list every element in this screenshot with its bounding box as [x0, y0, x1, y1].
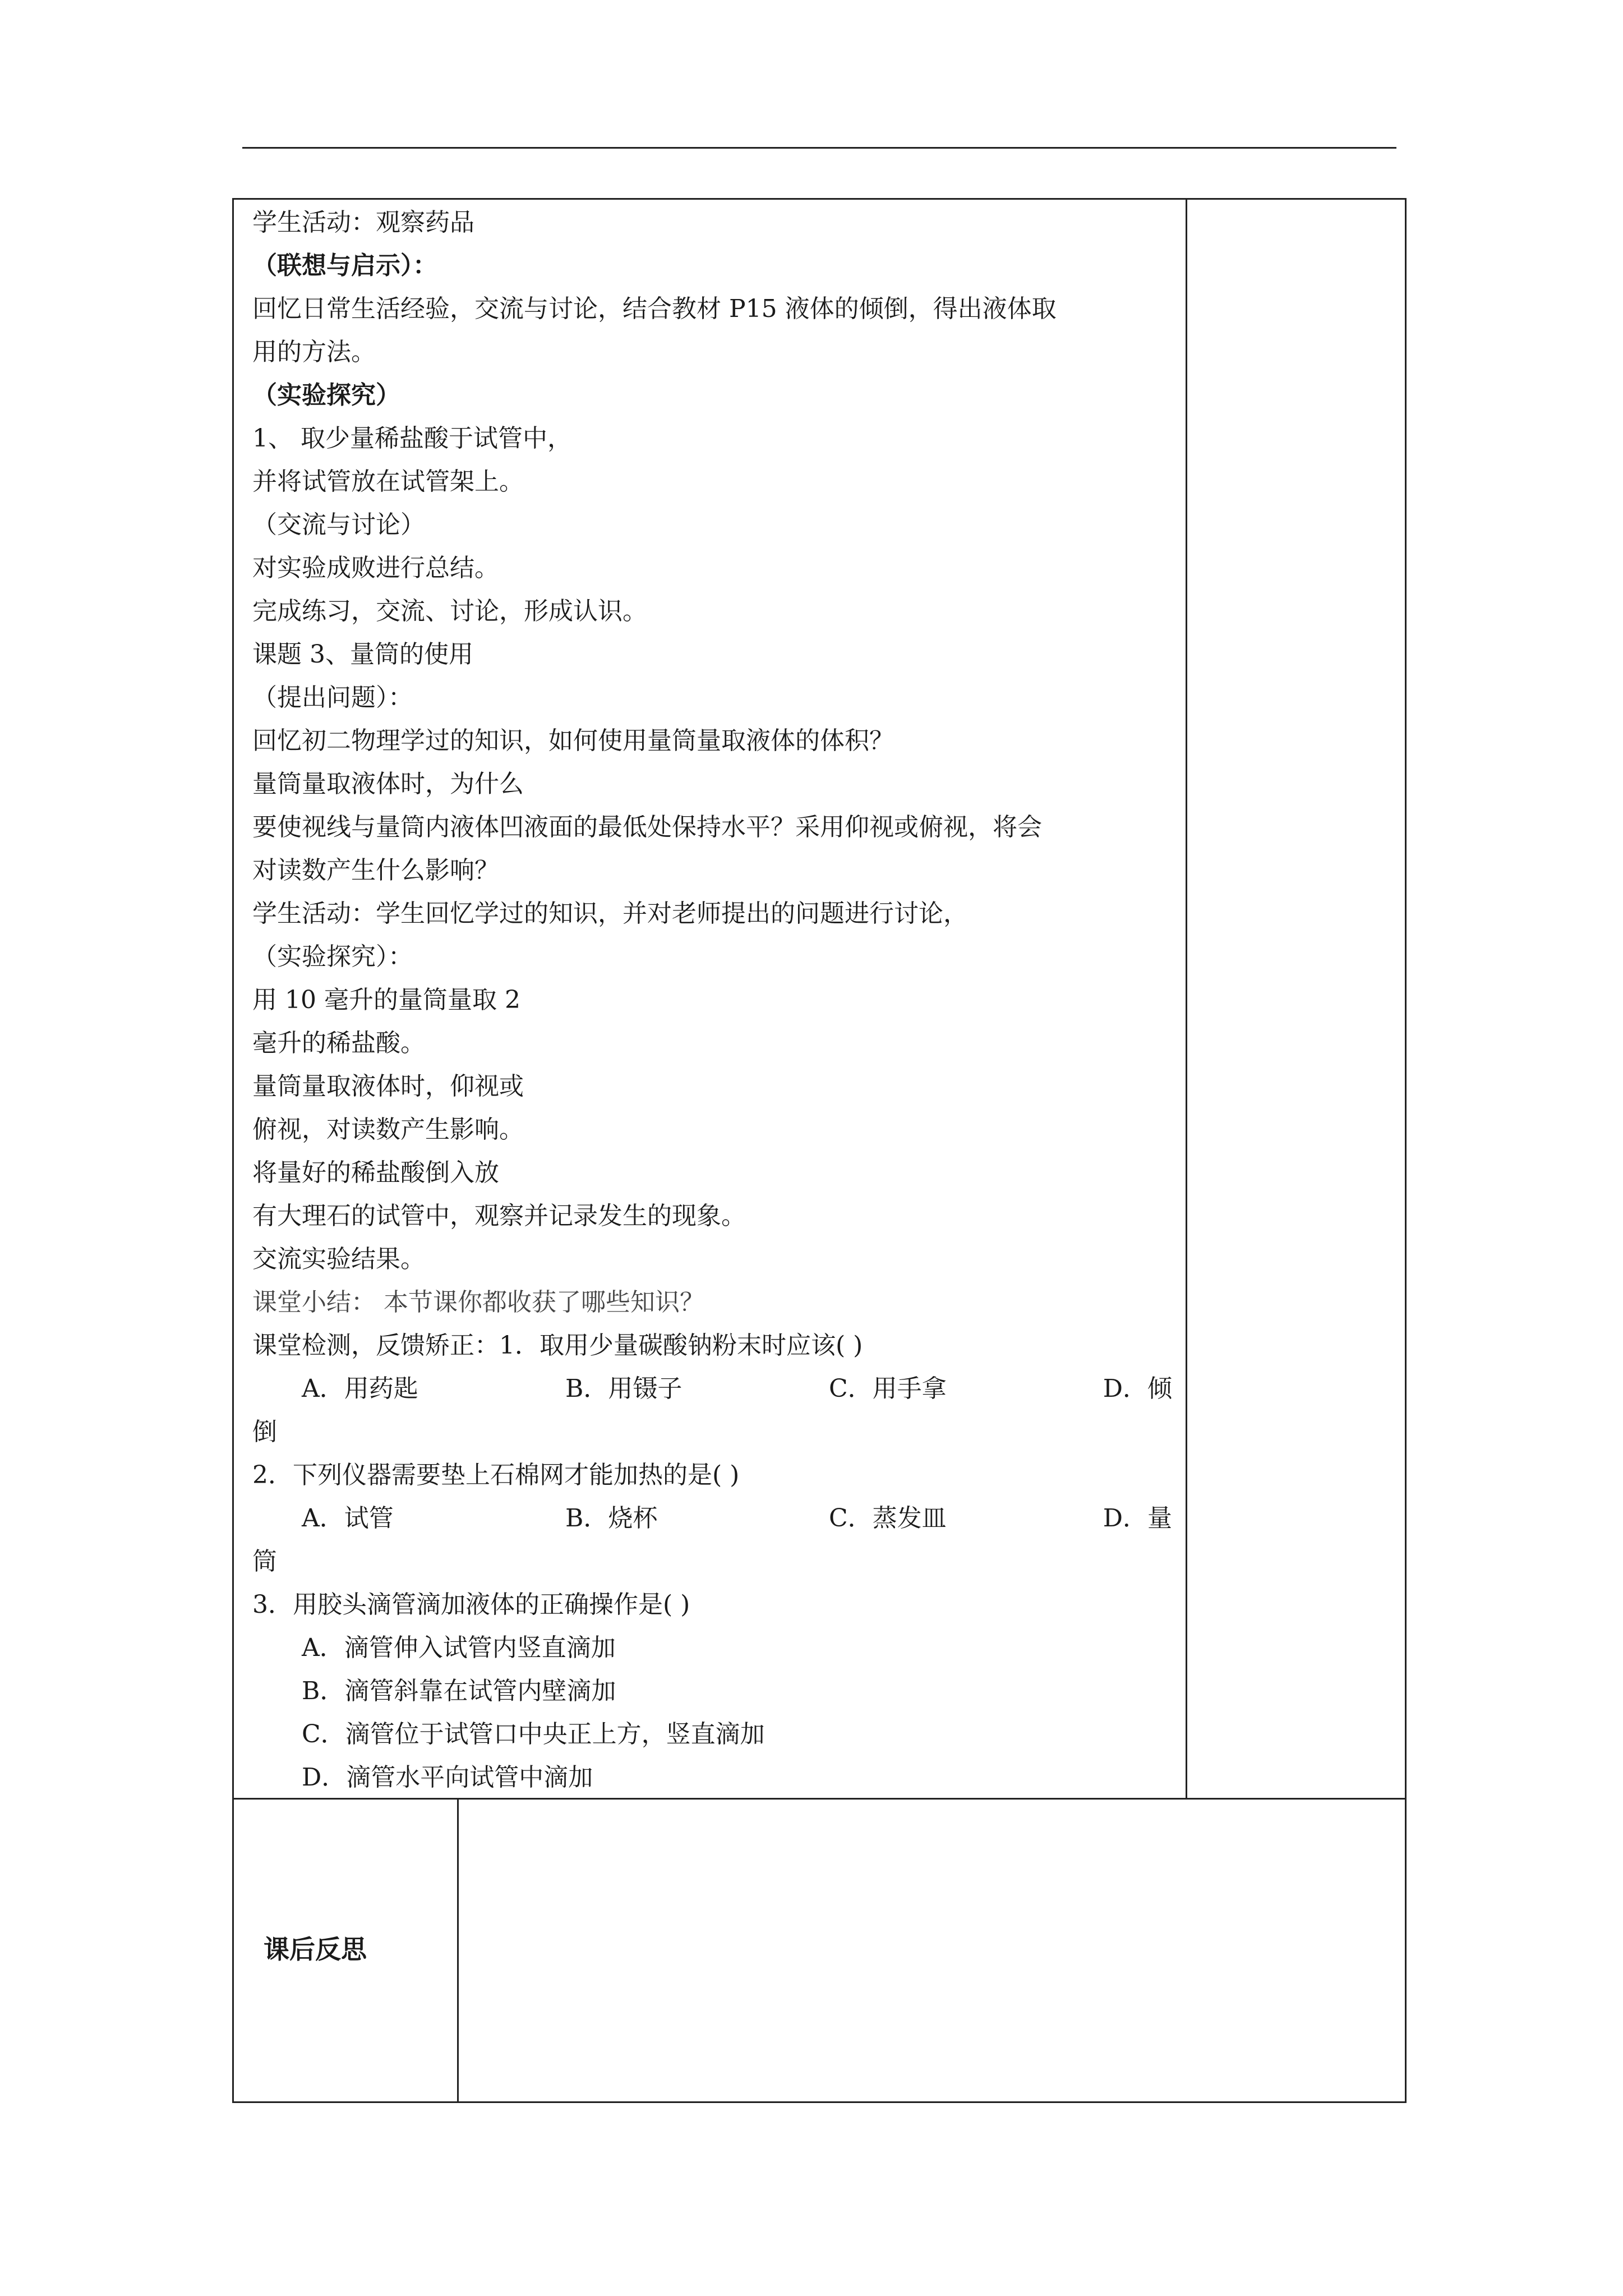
q3-option-b: B．滴管斜靠在试管内壁滴加 [302, 1677, 616, 1705]
lesson-content [252, 201, 1172, 1799]
lesson-line: 1、 取少量稀盐酸于试管中， [252, 424, 572, 453]
q2-option-d-wrap: 筒 [252, 1547, 277, 1576]
lesson-line: 将量好的稀盐酸倒入放 [252, 1158, 499, 1187]
q2-options [252, 1497, 1172, 1540]
lesson-line: 课堂小结： 本节课你都收获了哪些知识？ [252, 1288, 704, 1317]
lesson-line: （联想与启示）： [252, 251, 437, 280]
lesson-line: 要使视线与量筒内液体凹液面的最低处保持水平？采用仰视或俯视，将会 [252, 813, 1042, 841]
lesson-line: 课堂检测，反馈矫正：1．取用少量碳酸钠粉末时应该( ) [252, 1331, 863, 1360]
header-rule [242, 147, 1396, 149]
lesson-line: （提出问题）： [252, 683, 413, 712]
lesson-line: 交流实验结果。 [252, 1245, 425, 1273]
q2-option-b: B．烧杯 [565, 1504, 658, 1533]
column-divider-right [1186, 198, 1187, 1799]
q1-option-a: A．用药匙 [302, 1374, 418, 1403]
q1-option-d: D．倾 [1103, 1374, 1172, 1403]
reflection-label: 课后反思 [264, 1934, 367, 1964]
lesson-line: 俯视，对读数产生影响。 [252, 1115, 524, 1144]
lesson-line: 有大理石的试管中，观察并记录发生的现象。 [252, 1202, 746, 1230]
lesson-lines [252, 201, 1172, 1367]
reflection-content-cell [460, 1801, 1404, 2101]
lesson-line: 对读数产生什么影响？ [252, 856, 499, 885]
q3-option-a: A．滴管伸入试管内竖直滴加 [302, 1634, 616, 1662]
lesson-line: 量筒量取液体时，为什么 [252, 770, 524, 798]
lesson-line: 回忆初二物理学过的知识，如何使用量筒量取液体的体积？ [252, 726, 894, 755]
lesson-line: 回忆日常生活经验，交流与讨论，结合教材 P15 液体的倾倒，得出液体取 [252, 295, 1057, 323]
lesson-line: 课题 3、量筒的使用 [252, 640, 473, 669]
q3-option-d: D．滴管水平向试管中滴加 [302, 1763, 593, 1792]
lesson-line: 对实验成败进行总结。 [252, 554, 499, 582]
q2-option-c: C．蒸发皿 [829, 1504, 947, 1533]
q1-option-c: C．用手拿 [829, 1374, 947, 1403]
lesson-line: 毫升的稀盐酸。 [252, 1029, 425, 1057]
lesson-line: 量筒量取液体时，仰视或 [252, 1072, 524, 1101]
q1-option-d-wrap: 倒 [252, 1418, 277, 1446]
lesson-line: 学生活动：学生回忆学过的知识，并对老师提出的问题进行讨论， [252, 899, 968, 928]
lesson-line: （实验探究）： [252, 942, 413, 971]
lesson-line: （交流与讨论） [252, 510, 425, 539]
q2-option-a: A．试管 [302, 1504, 394, 1533]
lesson-line: 用的方法。 [252, 338, 376, 366]
q1-option-b: B．用镊子 [565, 1374, 683, 1403]
lesson-line: （实验探究） [252, 381, 400, 409]
lesson-line: 完成练习，交流、讨论，形成认识。 [252, 597, 647, 625]
lesson-line: 用 10 毫升的量筒量取 2 [252, 986, 520, 1014]
q3-stem: 3．用胶头滴管滴加液体的正确操作是( ) [252, 1590, 690, 1619]
q1-options [252, 1367, 1172, 1410]
q3-option-c: C．滴管位于试管口中央正上方，竖直滴加 [302, 1720, 765, 1749]
lesson-line: 并将试管放在试管架上。 [252, 467, 524, 496]
q2-option-d: D．量 [1103, 1504, 1172, 1533]
lesson-line: 学生活动：观察药品 [252, 208, 474, 237]
q2-stem: 2．下列仪器需要垫上石棉网才能加热的是( ) [252, 1461, 740, 1489]
column-divider-reflection [457, 1798, 459, 2103]
